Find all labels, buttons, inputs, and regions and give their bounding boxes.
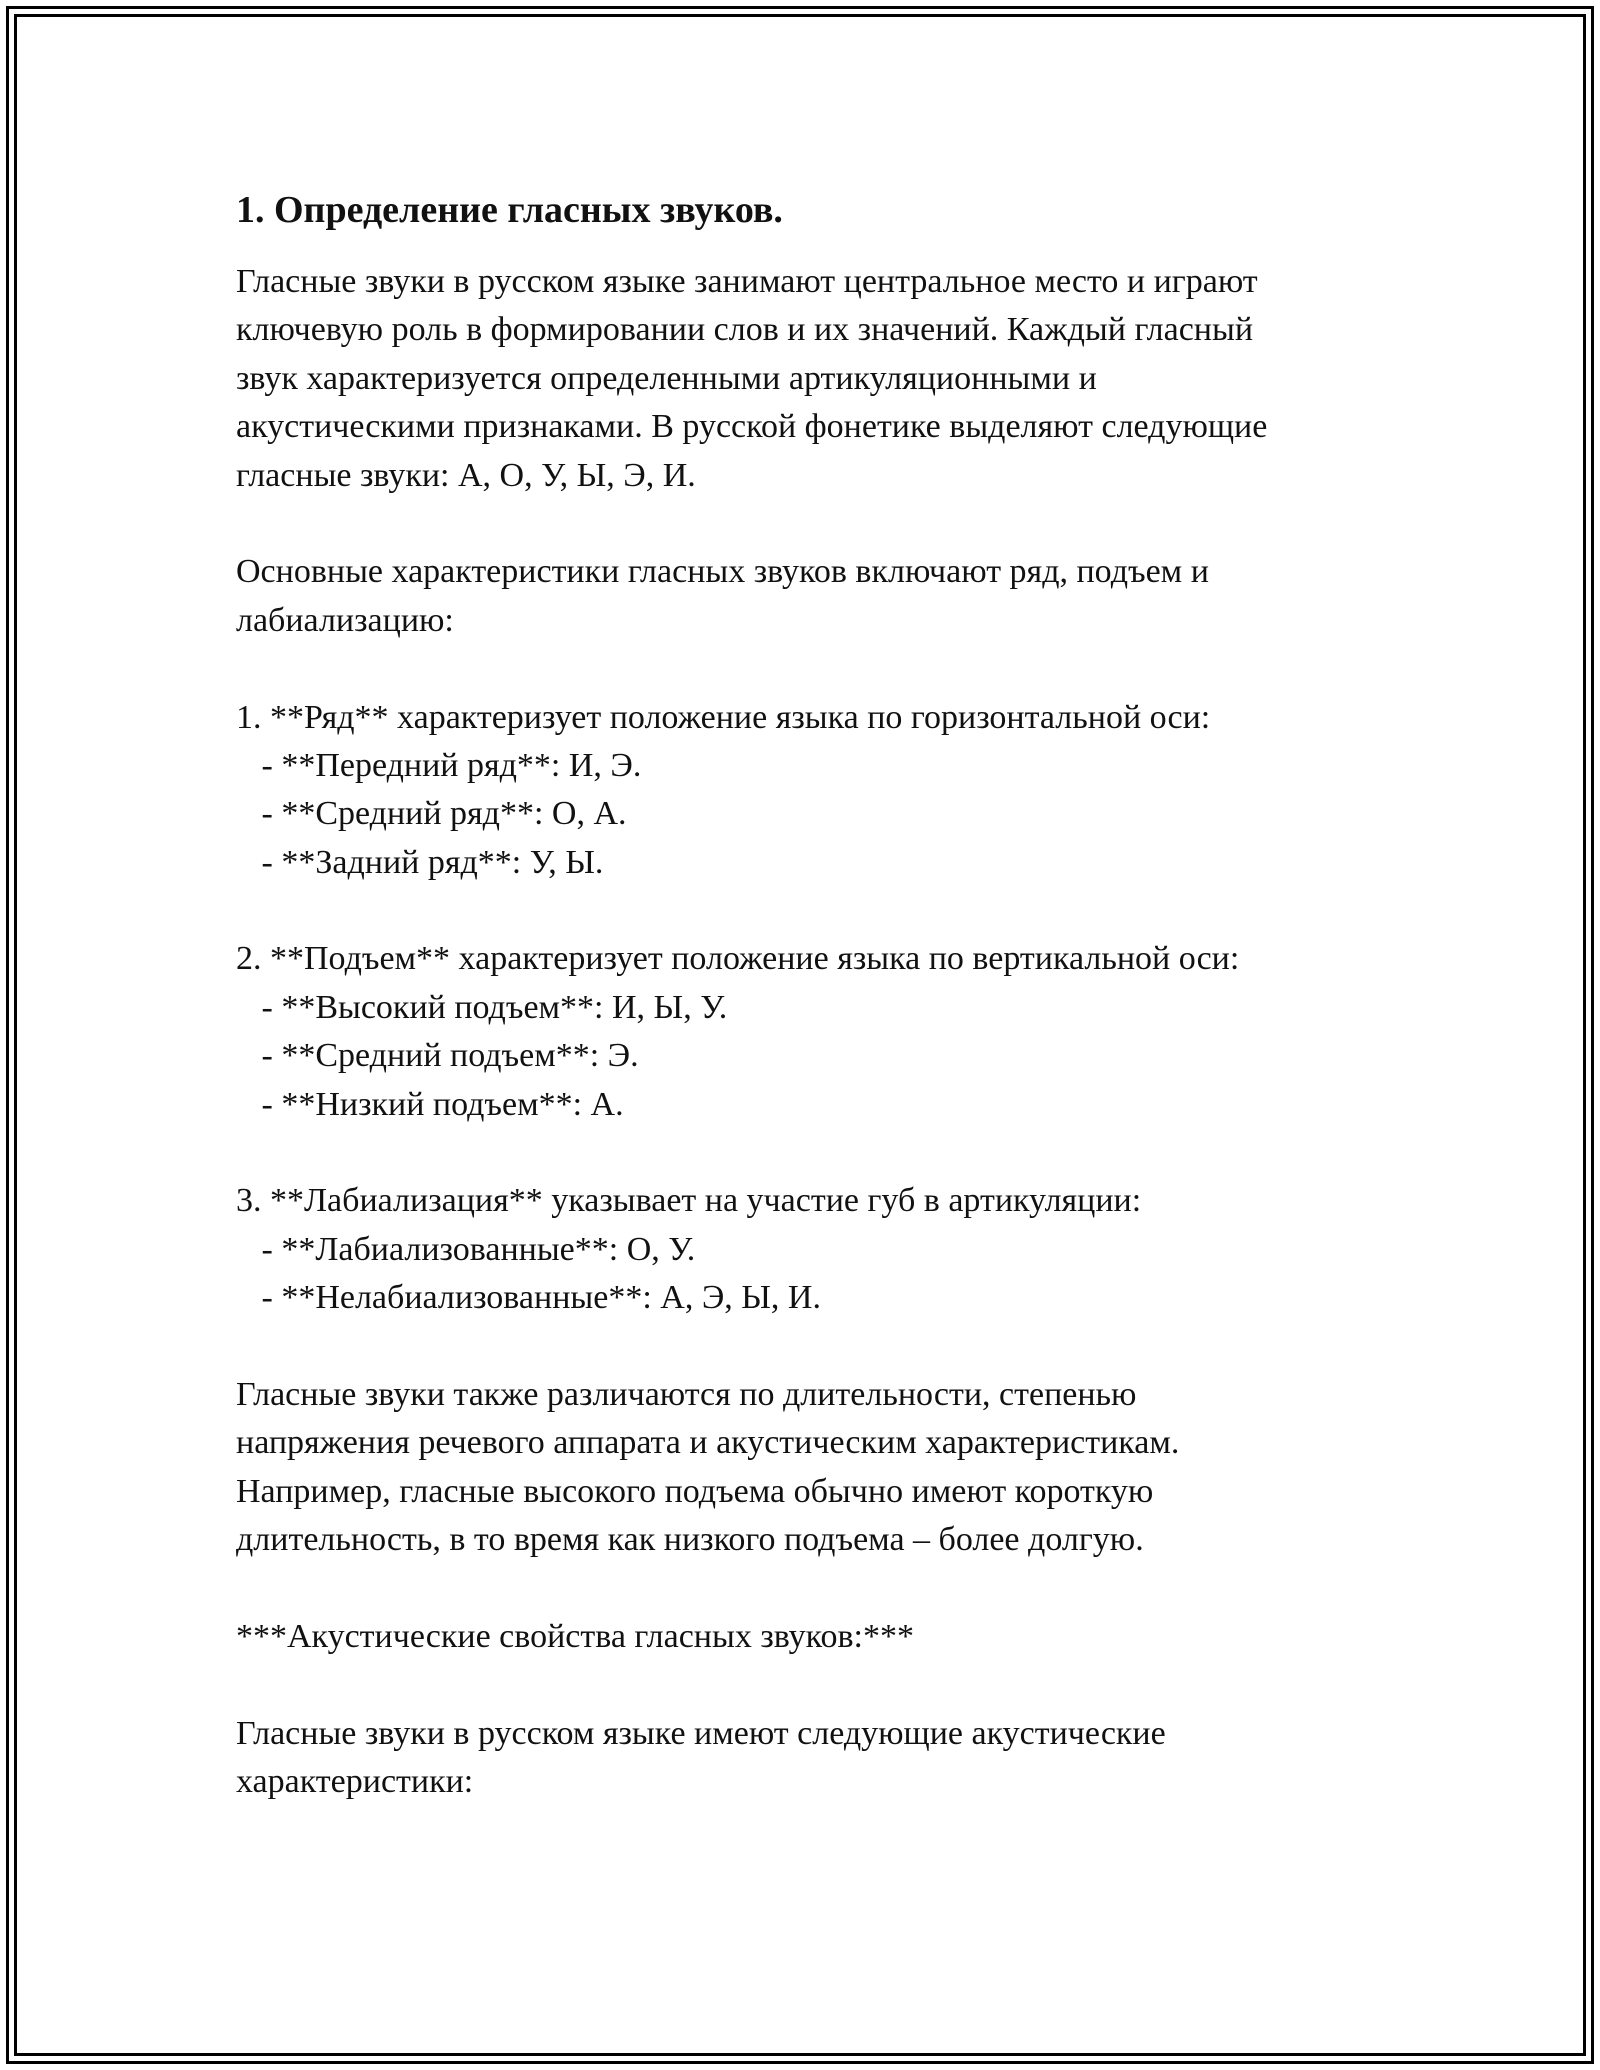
list-subitem: - **Средний ряд**: О, А. [236,795,627,833]
section-heading: 1. Определение гласных звуков. [236,189,783,231]
document-body [236,186,1376,1807]
text-line: акустическими признаками. В русской фонетике выделяют следующие [236,408,1268,446]
list-subitem: - **Нелабиализованные**: А, Э, Ы, И. [236,1279,821,1317]
list-item: 3. **Лабиализация** указывает на участие губ в артикуляции: [236,1182,1142,1220]
list-subitem: - **Средний подъем**: Э. [236,1037,639,1075]
text-line: гласные звуки: А, О, У, Ы, Э, И. [236,456,696,494]
list-item: 2. **Подъем** характеризует положение языка по вертикальной оси: [236,940,1240,978]
text-line: характеристики: [236,1763,474,1801]
paragraph-acoustic [236,1710,1376,1807]
paragraph-characteristics [236,548,1376,645]
text-line: ключевую роль в формировании слов и их значений. Каждый гласный [236,311,1254,349]
text-line: Гласные звуки также различаются по длительности, степенью [236,1375,1137,1413]
text-line: Например, гласные высокого подъема обычно имеют короткую [236,1472,1154,1510]
list-subitem: - **Низкий подъем**: А. [236,1085,624,1123]
text-line: Гласные звуки в русском языке имеют следующие акустические [236,1714,1166,1752]
paragraph-duration [236,1371,1376,1565]
list-subitem: - **Высокий подъем**: И, Ы, У. [236,988,728,1026]
text-line: длительность, в то время как низкого подъема – более долгую. [236,1521,1144,1559]
list-subitem: - **Задний ряд**: У, Ы. [236,843,604,881]
list-row [236,694,1376,888]
list-subitem: - **Передний ряд**: И, Э. [236,746,642,784]
text-line: напряжения речевого аппарата и акустическим характеристикам. [236,1424,1180,1462]
text-line: лабиализацию: [236,601,454,639]
list-rise [236,935,1376,1129]
text-line: Гласные звуки в русском языке занимают центральное место и играют [236,263,1258,300]
list-item: 1. **Ряд** характеризует положение языка по горизонтальной оси: [236,698,1211,736]
acoustic-subheading: ***Акустические свойства гласных звуков:*** [236,1617,914,1655]
list-labialization [236,1177,1376,1322]
text-line: Основные характеристики гласных звуков включают ряд, подъем и [236,553,1209,591]
text-line: звук характеризуется определенными артикуляционными и [236,359,1097,397]
list-subitem: - **Лабиализованные**: О, У. [236,1230,696,1268]
paragraph-intro [236,258,1376,500]
